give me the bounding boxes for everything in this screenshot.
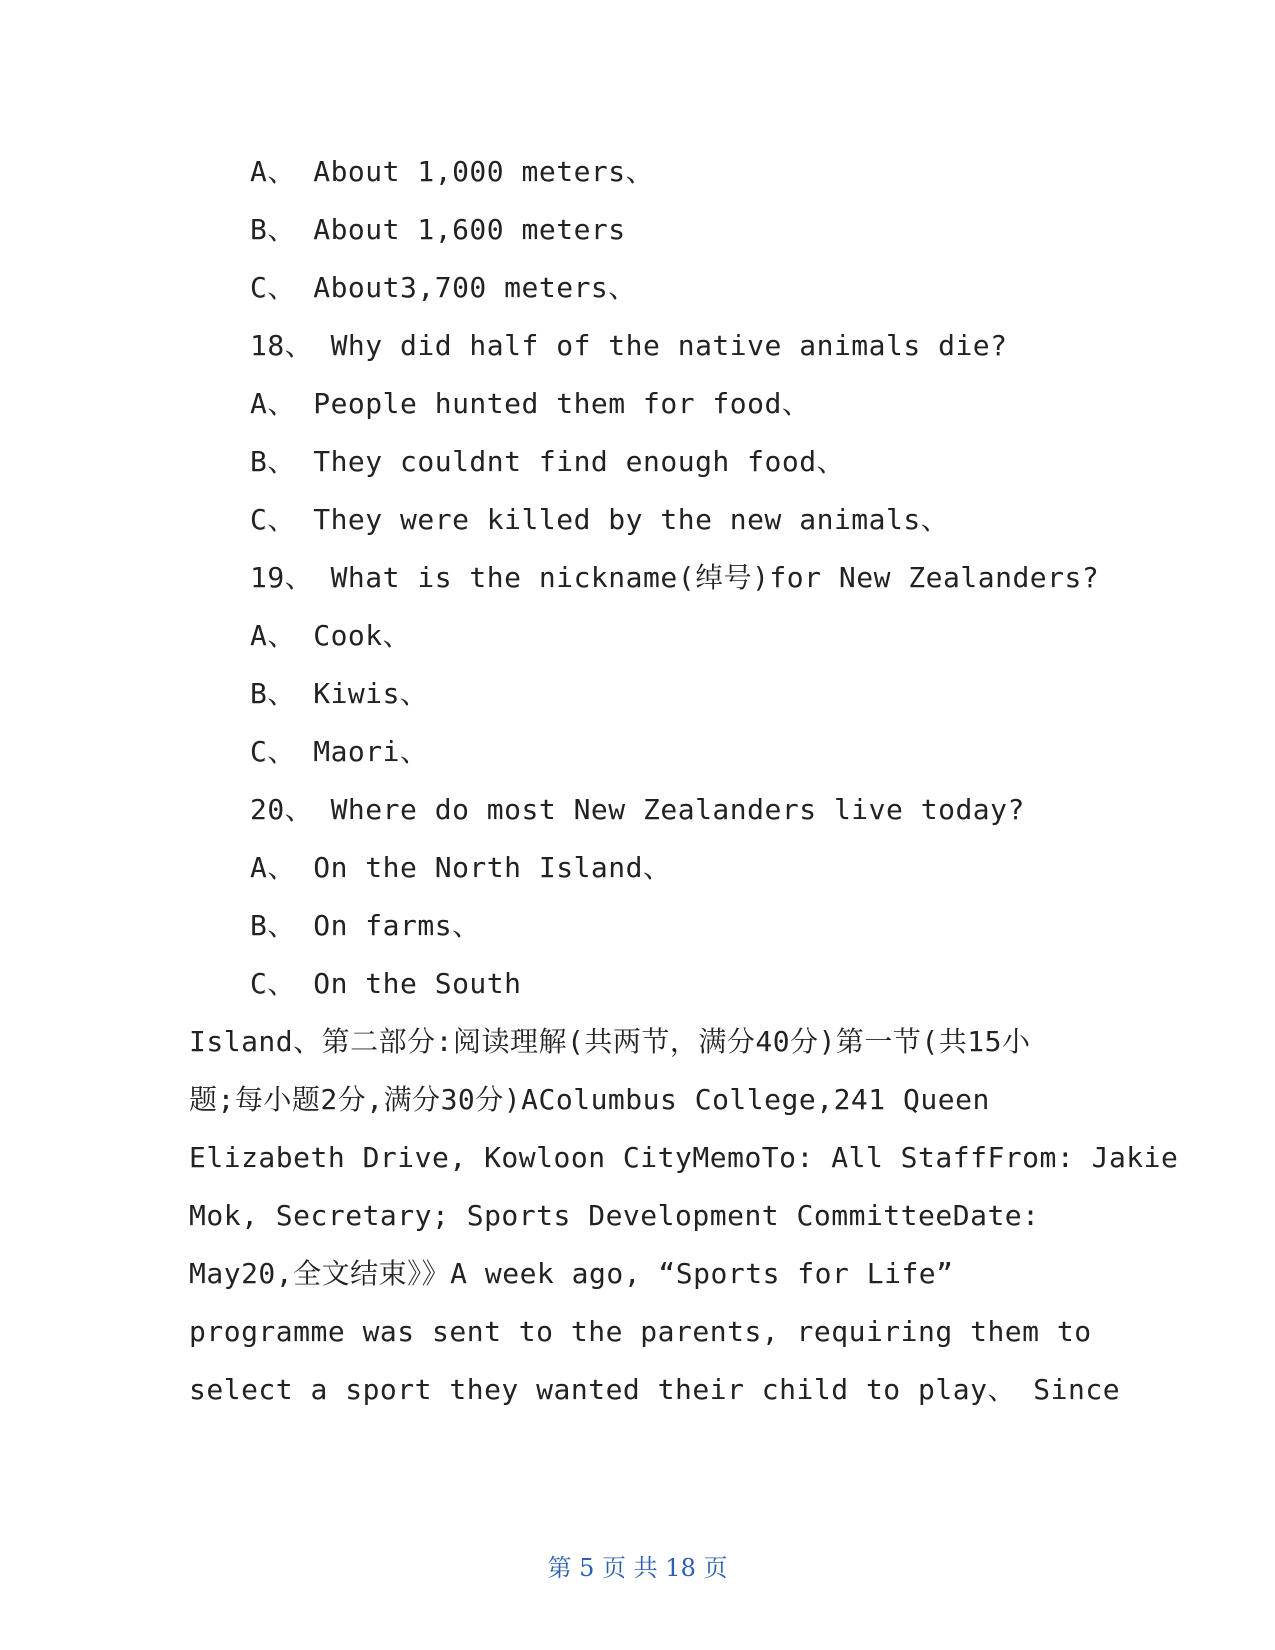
question-19: 19、 What is the nickname(绰号)for New Zealanders? — [250, 561, 1100, 594]
paragraph-line: May20,全文结束》》A week ago, “Sports for Life” — [189, 1257, 954, 1290]
option-18b: B、 They couldnt find enough food、 — [250, 445, 846, 478]
option-20c: C、 On the South — [250, 967, 522, 1000]
paragraph-line: 题;每小题2分,满分30分)AColumbus College,241 Queen — [189, 1083, 990, 1116]
option-17a: A、 About 1,000 meters、 — [250, 155, 655, 188]
option-17b: B、 About 1,600 meters — [250, 213, 626, 246]
question-18: 18、 Why did half of the native animals die? — [250, 329, 1008, 362]
page-footer: 第 5 页 共 18 页 — [547, 1554, 728, 1582]
paragraph-line: Island、第二部分:阅读理解(共两节，满分40分)第一节(共15小 — [189, 1025, 1031, 1058]
paragraph-line: programme was sent to the parents, requiring them to — [189, 1315, 1092, 1348]
option-19b: B、 Kiwis、 — [250, 677, 429, 710]
option-20b: B、 On farms、 — [250, 909, 481, 942]
paragraph-line: Mok, Secretary; Sports Development CommitteeDate: — [189, 1199, 1040, 1232]
option-18a: A、 People hunted them for food、 — [250, 387, 811, 420]
option-18c: C、 They were killed by the new animals、 — [250, 503, 950, 536]
option-19c: C、 Maori、 — [250, 735, 429, 768]
option-19a: A、 Cook、 — [250, 619, 412, 652]
paragraph-line: Elizabeth Drive, Kowloon CityMemoTo: All StaffFrom: Jakie — [189, 1141, 1179, 1174]
question-20: 20、 Where do most New Zealanders live today? — [250, 793, 1025, 826]
option-17c: C、 About3,700 meters、 — [250, 271, 637, 304]
paragraph-line: select a sport they wanted their child to play、 Since — [189, 1373, 1121, 1406]
option-20a: A、 On the North Island、 — [250, 851, 672, 884]
